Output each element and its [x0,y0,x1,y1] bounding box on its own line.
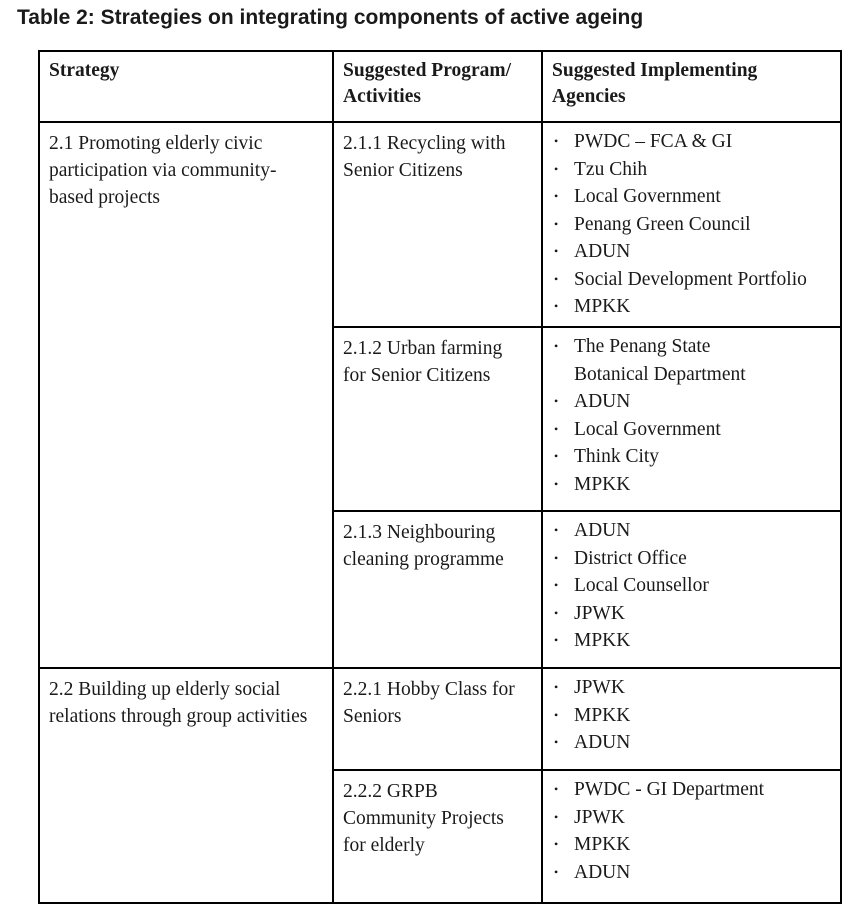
bullet-icon: • [554,809,559,824]
header-agencies-line: Suggested Implementing [552,60,758,81]
agency-list [552,776,832,886]
bullet-icon: • [554,735,559,749]
agency-item [552,572,832,600]
bullet-icon: • [554,449,559,463]
program-line: 2.1.1 Recycling with [343,133,506,154]
strategy-line: participation via community- [49,160,277,181]
bullet-icon: • [554,633,559,647]
program-cell [333,327,542,511]
program-cell [333,122,542,327]
program-line: Senior Citizens [343,160,463,181]
program-line: 2.1.3 Neighbouring [343,522,496,543]
agency-item [552,388,832,416]
agency-item [552,776,832,804]
agency-list [552,128,832,321]
agency-label: MPKK [574,630,631,651]
bullet-icon: • [554,271,559,286]
strategy-line: 2.2 Building up elderly social [49,679,281,700]
agency-list [552,674,832,757]
agencies-cell [542,122,841,327]
program-line: for elderly [343,835,425,856]
table-caption: Table 2: Strategies on integrating components of active ageing [17,6,644,29]
agency-label: Social Development Portfolio [574,268,807,290]
bullet-icon: • [554,837,559,851]
agency-label: Tzu Chih [574,158,648,180]
program-line: 2.1.2 Urban farming [343,338,503,359]
agency-item [552,471,832,499]
bullet-icon: • [554,476,559,491]
strategy-cell [39,668,333,903]
agency-item [552,627,832,655]
header-agencies [542,51,841,122]
header-program [333,51,542,122]
bullet-icon: • [554,161,559,176]
agency-list [552,517,832,655]
agency-label: PWDC – FCA & GI [574,131,733,152]
agency-item [552,416,832,444]
program-cell [333,668,542,770]
strategy-line: based projects [49,187,161,208]
agency-item [552,517,832,545]
bullet-icon: • [554,550,559,565]
agency-label: Local Government [574,186,721,207]
bullet-icon: • [554,134,559,148]
agency-item [552,333,832,388]
table-row [39,122,841,327]
bullet-icon: • [554,244,559,258]
bullet-icon: • [554,339,559,353]
bullet-icon: • [554,782,559,796]
strategies-table [38,50,842,904]
agency-item [552,831,832,859]
bullet-icon: • [554,394,559,408]
agency-label: JPWK [574,602,625,624]
agency-label: Think City [574,446,660,467]
header-program-line: Activities [343,86,421,107]
bullet-icon: • [554,189,559,203]
agency-label: MPKK [574,296,631,317]
header-row [39,51,841,122]
bullet-icon: • [554,707,559,722]
program-line: 2.2.2 GRPB [343,781,438,802]
bullet-icon: • [554,216,559,231]
bullet-icon: • [554,421,559,436]
bullet-icon: • [554,299,559,313]
agency-label: Local Government [574,418,721,440]
strategy-line: 2.1 Promoting elderly civic [49,133,263,154]
agency-item [552,804,832,832]
agency-label: JPWK [574,677,625,698]
agencies-cell [542,327,841,511]
program-line: 2.2.1 Hobby Class for [343,679,515,700]
agencies-cell [542,511,841,668]
header-agencies-line: Agencies [552,86,626,107]
agency-item [552,211,832,239]
program-line: Seniors [343,706,402,727]
bullet-icon: • [554,864,559,879]
program-cell [333,770,542,903]
header-strategy: Strategy [39,51,333,122]
agency-item [552,859,832,887]
program-line: Community Projects [343,808,504,829]
agency-item [552,674,832,702]
program-cell [333,511,542,668]
agency-label: PWDC - GI Department [574,779,765,800]
agency-label: Local Counsellor [574,575,709,596]
agency-label: MPKK [574,704,631,726]
agency-item [552,238,832,266]
agency-item [552,293,832,321]
agency-label: MPKK [574,834,631,855]
agency-label: ADUN [574,241,631,262]
agency-label: ADUN [574,732,631,753]
agency-label: The Penang State [574,336,711,357]
agency-label: Penang Green Council [574,213,751,235]
agency-item [552,702,832,730]
agency-item [552,266,832,294]
agency-label: ADUN [574,861,631,883]
agencies-cell [542,668,841,770]
agency-item [552,443,832,471]
strategy-cell [39,122,333,668]
agencies-cell [542,770,841,903]
bullet-icon: • [554,523,559,537]
agency-item [552,183,832,211]
table-row [39,668,841,770]
strategy-line: relations through group activities [49,706,308,727]
agency-label: District Office [574,547,687,569]
program-line: cleaning programme [343,549,504,570]
agency-item [552,600,832,628]
agency-item [552,545,832,573]
agency-label: ADUN [574,520,631,541]
agency-item [552,729,832,757]
agency-item [552,128,832,156]
agency-item [552,156,832,184]
bullet-icon: • [554,680,559,694]
agency-label: ADUN [574,391,631,412]
agency-list [552,333,832,498]
agency-label: JPWK [574,806,625,828]
agency-label: Botanical Department [574,363,746,385]
bullet-icon: • [554,605,559,620]
agency-label: MPKK [574,473,631,495]
header-program-line: Suggested Program/ [343,60,512,81]
bullet-icon: • [554,578,559,592]
program-line: for Senior Citizens [343,365,491,386]
